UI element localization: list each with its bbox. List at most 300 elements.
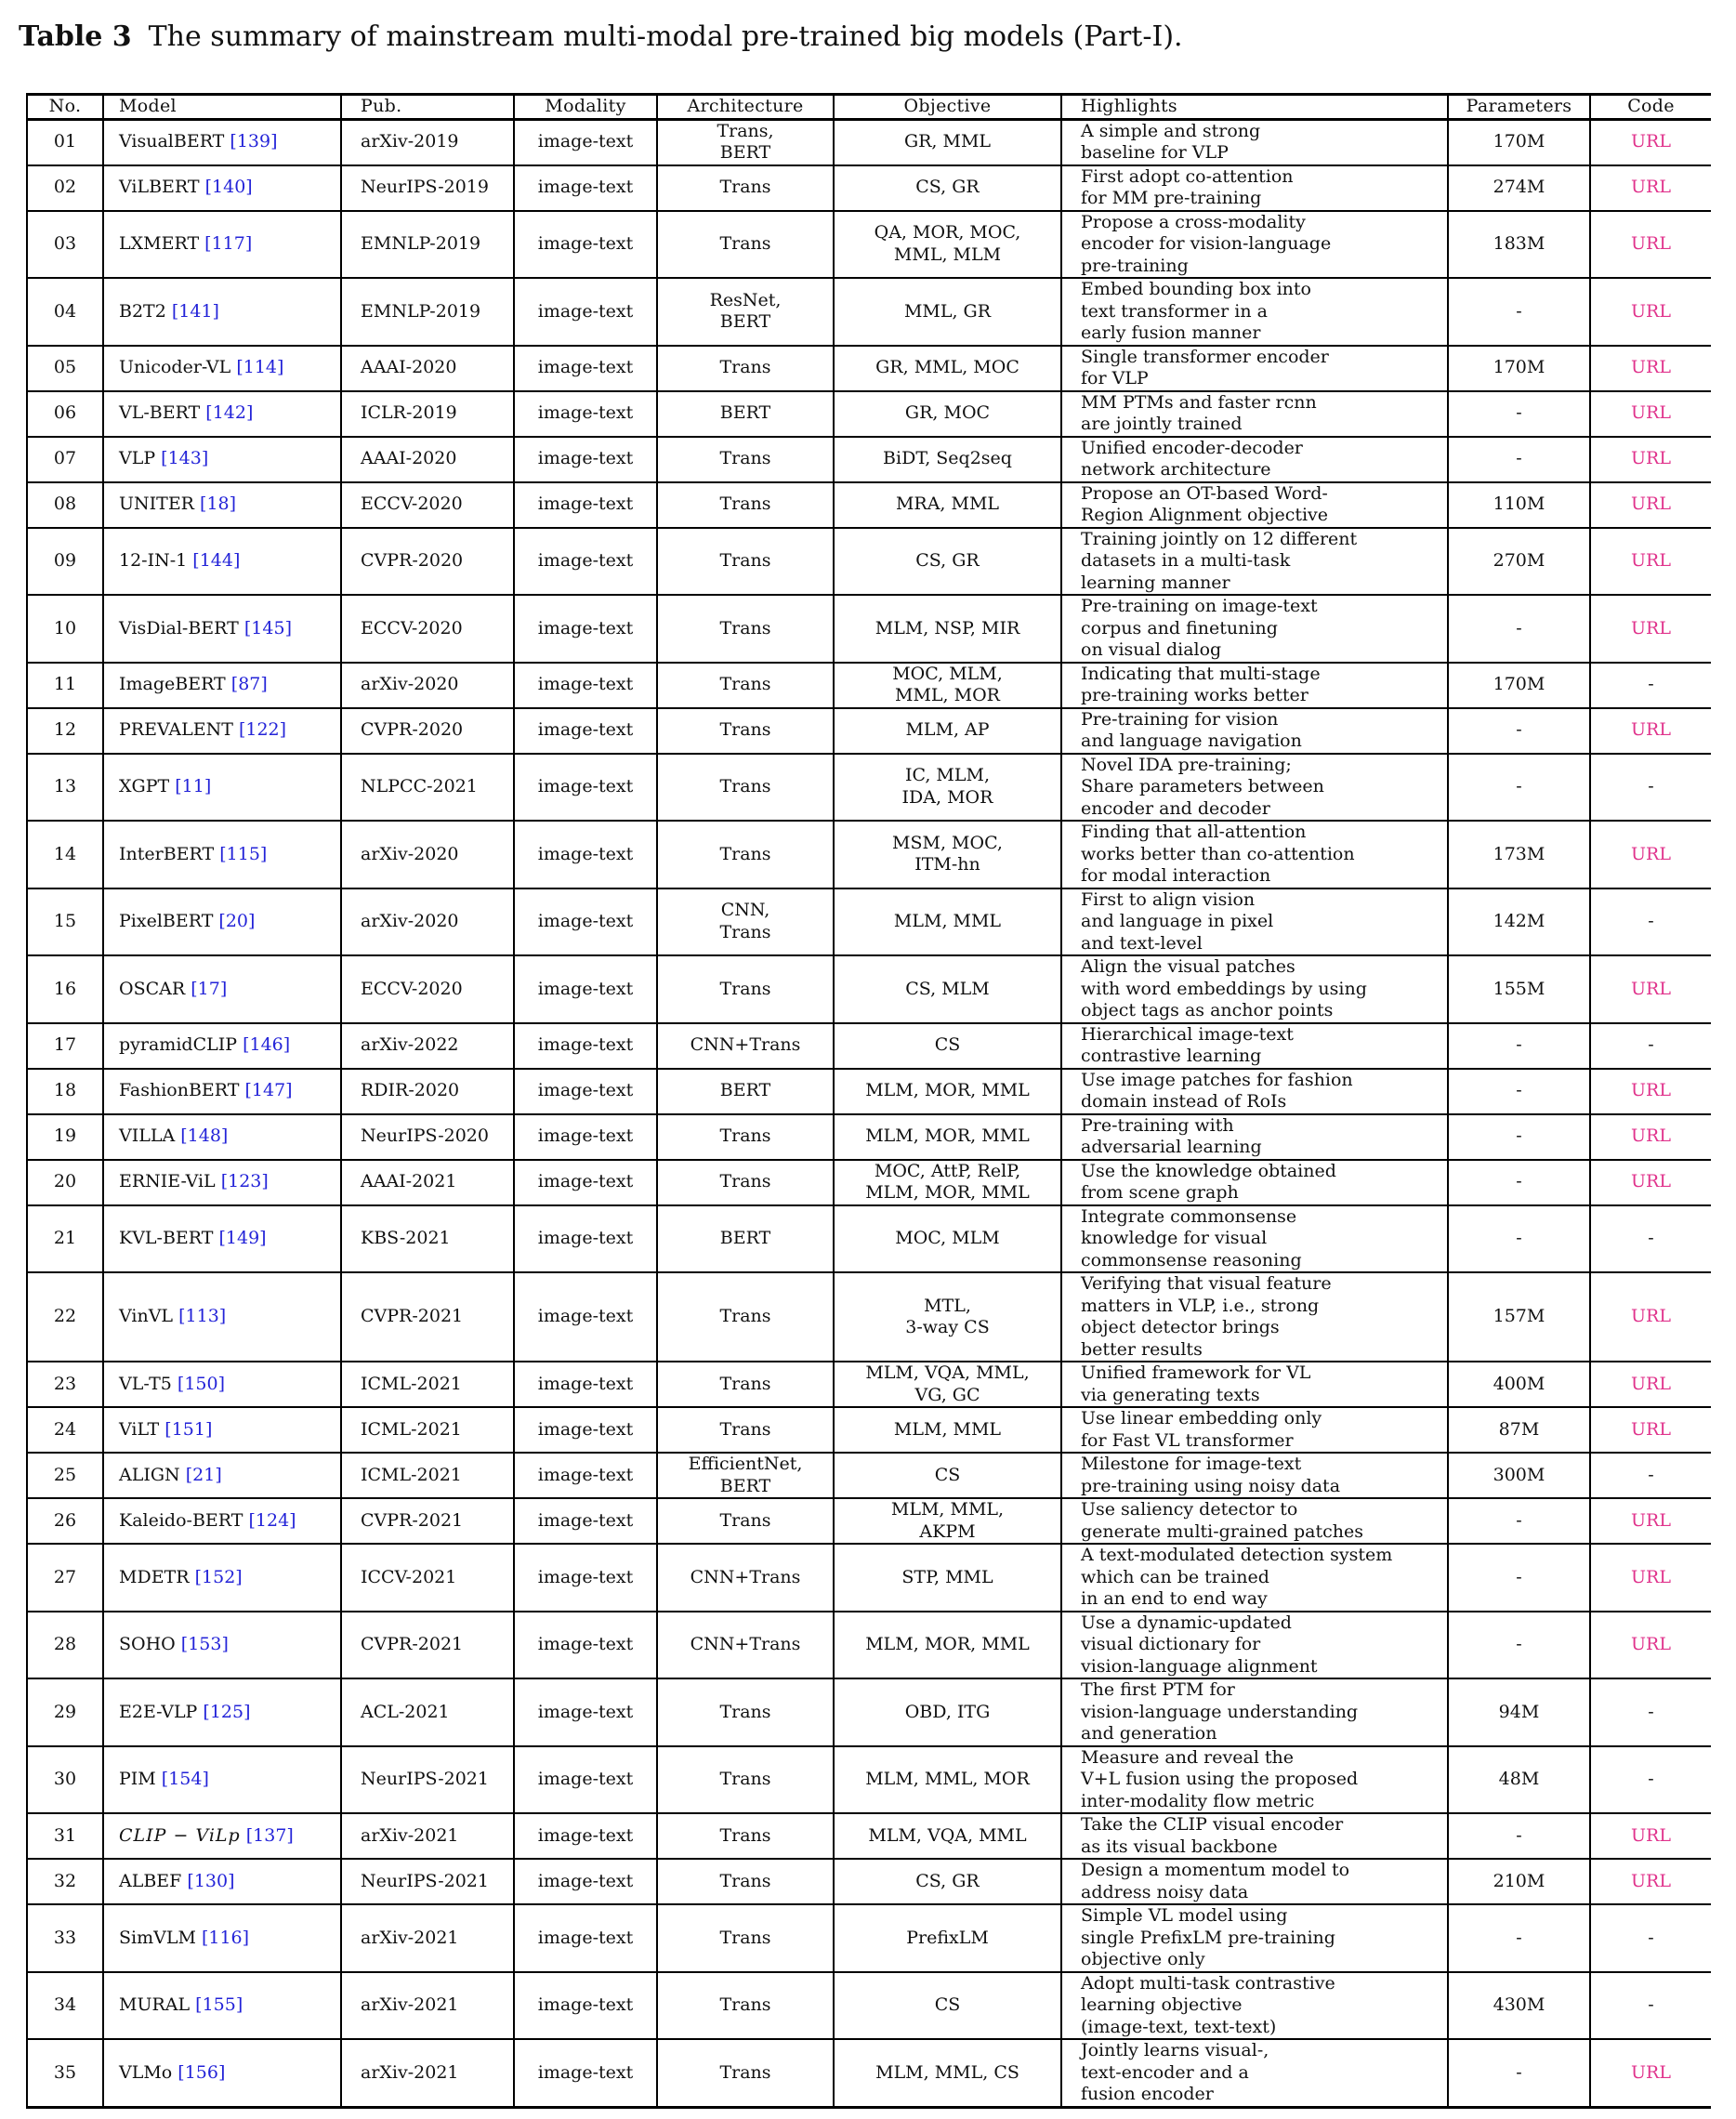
row-number-text: 25	[53, 1464, 77, 1485]
highlights-line: and language in pixel	[1081, 911, 1274, 931]
row-number-text: 03	[53, 233, 77, 254]
citation-number[interactable]: 130	[193, 1870, 229, 1891]
modality-text: image-text	[537, 1994, 634, 2015]
architecture	[657, 1813, 834, 1859]
code-url-link[interactable]: URL	[1631, 233, 1671, 254]
citation-link[interactable]: [130]	[187, 1870, 235, 1891]
table-row	[27, 1813, 1711, 1859]
citation-link[interactable]: [115]	[219, 843, 268, 864]
code	[1590, 663, 1711, 708]
citation-number[interactable]: 18	[206, 494, 230, 515]
table-row	[27, 1362, 1711, 1407]
citation-number[interactable]: 155	[202, 1994, 236, 2015]
highlights-line: Integrate commonsense	[1081, 1205, 1297, 1227]
citation-number[interactable]: 144	[199, 550, 233, 571]
row-number	[27, 165, 103, 211]
objective-line: CS, GR	[915, 177, 980, 198]
citation-number[interactable]: 122	[245, 719, 280, 741]
row-number-text: 21	[53, 1228, 77, 1248]
citation-number[interactable]: 115	[226, 843, 260, 864]
model-name	[103, 1612, 341, 1679]
citation-number[interactable]: 137	[253, 1824, 287, 1846]
citation-number[interactable]: 123	[228, 1171, 262, 1192]
modality-text: image-text	[537, 402, 634, 424]
citation-link[interactable]: [149]	[218, 1228, 267, 1248]
table-row	[27, 1205, 1711, 1273]
architecture-line: Trans	[719, 177, 771, 198]
architecture	[657, 1498, 834, 1544]
publication-text: ICML-2021	[361, 1464, 462, 1485]
citation-link[interactable]: [137]	[245, 1824, 294, 1846]
citation-link[interactable]: [151]	[164, 1418, 213, 1440]
highlights	[1061, 1904, 1448, 1972]
row-number	[27, 1023, 103, 1069]
code[interactable]	[1590, 955, 1711, 1023]
model-name-text: OSCAR	[119, 978, 186, 999]
highlights	[1061, 663, 1448, 708]
code[interactable]	[1590, 1813, 1711, 1859]
modality-text: image-text	[537, 2061, 634, 2083]
highlights-line: for VLP	[1081, 368, 1149, 388]
citation-number[interactable]: 151	[171, 1418, 205, 1440]
highlights	[1061, 1272, 1448, 1362]
citation-number[interactable]: 148	[187, 1125, 221, 1147]
objective-line: MLM, MML, MOR	[865, 1769, 1030, 1789]
parameters-text: 210M	[1493, 1870, 1545, 1891]
citation-link[interactable]: [143]	[161, 448, 209, 469]
objective-line: CS, GR	[915, 1870, 980, 1891]
code[interactable]	[1590, 1362, 1711, 1407]
objective	[834, 1498, 1061, 1544]
parameters	[1448, 708, 1590, 754]
architecture	[657, 437, 834, 482]
model-name-text: VILLA	[119, 1125, 176, 1147]
code[interactable]	[1590, 346, 1711, 391]
code[interactable]	[1590, 708, 1711, 754]
modality-text: image-text	[537, 1464, 634, 1485]
objective-line: GR, MML	[903, 131, 992, 152]
objective-line: OBD, ITG	[904, 1701, 991, 1722]
citation-link[interactable]: [156]	[178, 2061, 226, 2083]
highlights-line: Use the knowledge obtained	[1081, 1160, 1336, 1181]
highlights-line: V+L fusion using the proposed	[1081, 1769, 1359, 1789]
row-number-text: 32	[53, 1870, 77, 1891]
citation-link[interactable]: [117]	[204, 233, 253, 254]
citation-number[interactable]: 125	[209, 1701, 244, 1722]
code-url-link[interactable]: URL	[1631, 719, 1671, 741]
model-name-text: SOHO	[119, 1634, 176, 1654]
code	[1590, 1904, 1711, 1972]
publication-text: EMNLP-2019	[361, 233, 481, 254]
citation-number[interactable]: 141	[178, 300, 213, 322]
architecture	[657, 1160, 834, 1205]
publication	[341, 821, 514, 888]
parameters	[1448, 1407, 1590, 1453]
objective	[834, 754, 1061, 822]
citation-link[interactable]: [17]	[191, 978, 228, 999]
modality-text: image-text	[537, 1870, 634, 1891]
citation-link[interactable]: [147]	[244, 1080, 293, 1101]
publication	[341, 1114, 514, 1160]
citation-link[interactable]: [154]	[161, 1769, 209, 1789]
publication-text: ICCV-2021	[361, 1566, 457, 1587]
modality-text: image-text	[537, 233, 634, 254]
highlights-line: pre-training works better	[1081, 685, 1309, 705]
parameters-text: 173M	[1493, 843, 1545, 864]
code[interactable]	[1590, 1859, 1711, 1904]
highlights-line: First to align vision	[1081, 888, 1256, 910]
citation-link[interactable]: [148]	[180, 1125, 229, 1147]
citation-link[interactable]: [144]	[192, 550, 241, 571]
citation-link[interactable]: [122]	[238, 719, 287, 741]
model-name-text: SimVLM	[119, 1927, 196, 1948]
parameters	[1448, 391, 1590, 437]
publication-text: ACL-2021	[361, 1701, 450, 1722]
highlights	[1061, 1205, 1448, 1273]
citation-number[interactable]: 87	[238, 674, 261, 695]
code-url-link[interactable]: URL	[1631, 550, 1671, 571]
citation-number[interactable]: 139	[236, 131, 271, 152]
highlights-line: learning manner	[1081, 572, 1230, 593]
model-name-text: CLIP − ViLp	[119, 1824, 241, 1846]
row-number	[27, 955, 103, 1023]
highlights	[1061, 821, 1448, 888]
objective-line: MLM, MML	[893, 911, 1002, 931]
highlights-line: address noisy data	[1081, 1881, 1249, 1902]
citation-link[interactable]: [139]	[230, 131, 278, 152]
row-number-text: 11	[53, 674, 77, 695]
citation-link[interactable]: [113]	[178, 1306, 227, 1327]
citation-link[interactable]: [145]	[243, 617, 292, 638]
code-url-link[interactable]: URL	[1631, 494, 1671, 515]
highlights-line: Unified framework for VL	[1081, 1362, 1311, 1383]
code-url-link[interactable]: URL	[1631, 1418, 1671, 1440]
citation-number[interactable]: 147	[251, 1080, 286, 1101]
citation-link[interactable]: [114]	[236, 357, 284, 378]
model-name	[103, 1114, 341, 1160]
publication	[341, 955, 514, 1023]
citation-number[interactable]: 152	[202, 1566, 236, 1587]
table-row	[27, 1859, 1711, 1904]
citation-number[interactable]: 113	[185, 1306, 219, 1327]
highlights	[1061, 955, 1448, 1023]
architecture	[657, 1407, 834, 1453]
publication	[341, 1746, 514, 1814]
architecture	[657, 1069, 834, 1114]
citation-link[interactable]: [18]	[200, 494, 237, 515]
code	[1590, 1453, 1711, 1498]
highlights	[1061, 2039, 1448, 2107]
citation-number[interactable]: 117	[211, 233, 245, 254]
modality	[514, 1272, 657, 1362]
code[interactable]	[1590, 119, 1711, 165]
publication	[341, 1160, 514, 1205]
highlights-line: The first PTM for	[1081, 1679, 1235, 1700]
code-url-link[interactable]: URL	[1631, 177, 1671, 198]
code-none: -	[1648, 1994, 1654, 2015]
citation-link[interactable]: [142]	[205, 402, 254, 424]
table-row	[27, 595, 1711, 663]
code-url-link[interactable]: URL	[1631, 1373, 1671, 1394]
objective-line: MML, MLM	[893, 243, 1002, 265]
code-url-link[interactable]: URL	[1631, 1509, 1671, 1531]
code[interactable]	[1590, 165, 1711, 211]
citation-number[interactable]: 20	[225, 911, 249, 931]
citation-link[interactable]: [125]	[203, 1701, 251, 1722]
modality	[514, 821, 657, 888]
citation-number[interactable]: 142	[212, 402, 246, 424]
code-url-link[interactable]: URL	[1631, 1634, 1671, 1654]
publication	[341, 595, 514, 663]
row-number	[27, 1407, 103, 1453]
citation-number[interactable]: 149	[225, 1228, 260, 1248]
code[interactable]	[1590, 1544, 1711, 1612]
citation-link[interactable]: [146]	[243, 1034, 291, 1056]
highlights-line: works better than co-attention	[1081, 843, 1355, 864]
architecture-line: EfficientNet,	[688, 1454, 803, 1474]
citation-number[interactable]: 145	[251, 617, 285, 638]
code[interactable]	[1590, 2039, 1711, 2107]
publication-text: arXiv-2021	[361, 1927, 459, 1948]
code[interactable]	[1590, 528, 1711, 596]
code[interactable]	[1590, 1498, 1711, 1544]
model-name-text: ERNIE-ViL	[119, 1171, 216, 1192]
citation-number[interactable]: 17	[197, 978, 220, 999]
code[interactable]	[1590, 821, 1711, 888]
citation-number[interactable]: 124	[255, 1509, 290, 1531]
architecture-line: Trans	[719, 1418, 771, 1440]
row-number-text: 28	[53, 1634, 77, 1654]
highlights-line: Use linear embedding only	[1081, 1408, 1322, 1428]
parameters	[1448, 1498, 1590, 1544]
publication-text: CVPR-2021	[361, 1509, 464, 1531]
publication	[341, 1813, 514, 1859]
highlights	[1061, 754, 1448, 822]
objective-line: MLM, MOR, MML	[865, 1182, 1030, 1203]
citation-link[interactable]: [21]	[185, 1464, 222, 1485]
highlights	[1061, 1069, 1448, 1114]
highlights-line: (image-text, text-text)	[1081, 2016, 1277, 2037]
code[interactable]	[1590, 595, 1711, 663]
citation-link[interactable]: [140]	[204, 177, 253, 198]
architecture	[657, 119, 834, 165]
publication-text: arXiv-2019	[361, 131, 459, 152]
citation-number[interactable]: 143	[167, 448, 202, 469]
code[interactable]	[1590, 211, 1711, 279]
modality-text: image-text	[537, 911, 634, 931]
modality	[514, 595, 657, 663]
parameters	[1448, 663, 1590, 708]
architecture-line: CNN,	[720, 900, 770, 921]
code-url-link[interactable]: URL	[1631, 300, 1671, 322]
code[interactable]	[1590, 1069, 1711, 1114]
objective	[834, 278, 1061, 346]
row-number-text: 22	[53, 1306, 77, 1327]
objective-line: MLM, AP	[905, 719, 990, 741]
model-name-text: pyramidCLIP	[119, 1034, 238, 1056]
parameters-text: 170M	[1493, 357, 1545, 378]
row-number-text: 02	[53, 177, 77, 198]
code-url-link[interactable]: URL	[1631, 1080, 1671, 1101]
code-url-link[interactable]: URL	[1631, 131, 1671, 152]
publication	[341, 437, 514, 482]
code-url-link[interactable]: URL	[1631, 1824, 1671, 1846]
code	[1590, 1023, 1711, 1069]
table-row	[27, 888, 1711, 956]
highlights-line: with word embeddings by using	[1081, 978, 1367, 999]
parameters	[1448, 1859, 1590, 1904]
row-number-text: 34	[53, 1994, 77, 2015]
citation-number[interactable]: 11	[181, 776, 204, 796]
citation-link[interactable]: [116]	[201, 1927, 250, 1948]
parameters-text: -	[1516, 402, 1522, 424]
model-name-text: ViLBERT	[119, 177, 200, 198]
highlights-line: Propose a cross-modality	[1081, 211, 1306, 232]
table-row	[27, 346, 1711, 391]
parameters-text: -	[1516, 1125, 1522, 1147]
parameters	[1448, 1362, 1590, 1407]
highlights	[1061, 482, 1448, 528]
citation-number[interactable]: 146	[249, 1034, 283, 1056]
architecture	[657, 391, 834, 437]
code-url-link[interactable]: URL	[1631, 448, 1671, 469]
highlights-line: visual dictionary for	[1081, 1634, 1261, 1654]
highlights-line: for Fast VL transformer	[1081, 1429, 1294, 1451]
highlights-line: text transformer in a	[1081, 300, 1268, 322]
code-none: -	[1648, 1464, 1654, 1485]
citation-number[interactable]: 21	[192, 1464, 216, 1485]
highlights-line: for MM pre-training	[1081, 188, 1262, 208]
table-row	[27, 437, 1711, 482]
model-name	[103, 1023, 341, 1069]
code[interactable]	[1590, 391, 1711, 437]
highlights-line: vision-language alignment	[1081, 1655, 1318, 1677]
citation-link[interactable]: [150]	[177, 1373, 225, 1394]
citation-number[interactable]: 114	[243, 357, 278, 378]
code[interactable]	[1590, 482, 1711, 528]
model-name-text: KVL-BERT	[119, 1228, 214, 1248]
code-none: -	[1648, 1769, 1654, 1789]
code-url-link[interactable]: URL	[1631, 357, 1671, 378]
code[interactable]	[1590, 1160, 1711, 1205]
row-number-text: 18	[53, 1080, 77, 1101]
objective	[834, 708, 1061, 754]
code-url-link[interactable]: URL	[1631, 843, 1671, 864]
highlights-line: inter-modality flow metric	[1081, 1790, 1315, 1811]
objective	[834, 1678, 1061, 1746]
citation-link[interactable]: [11]	[175, 776, 212, 796]
code[interactable]	[1590, 437, 1711, 482]
publication	[341, 1498, 514, 1544]
code-url-link[interactable]: URL	[1631, 978, 1671, 999]
publication-text: ICML-2021	[361, 1373, 462, 1394]
row-number	[27, 1859, 103, 1904]
code[interactable]	[1590, 1407, 1711, 1453]
code-url-link[interactable]: URL	[1631, 2061, 1671, 2083]
citation-number[interactable]: 116	[208, 1927, 243, 1948]
modality	[514, 1746, 657, 1814]
objective	[834, 595, 1061, 663]
parameters	[1448, 888, 1590, 956]
citation-number[interactable]: 140	[212, 177, 246, 198]
objective	[834, 346, 1061, 391]
row-number-text: 27	[53, 1566, 77, 1587]
model-name	[103, 482, 341, 528]
modality-text: image-text	[537, 1171, 634, 1192]
highlights	[1061, 1813, 1448, 1859]
citation-link[interactable]: [124]	[248, 1509, 296, 1531]
publication-text: RDIR-2020	[361, 1080, 460, 1101]
code-url-link[interactable]: URL	[1631, 1171, 1671, 1192]
highlights-line: encoder for vision-language	[1081, 233, 1332, 254]
row-number-text: 17	[53, 1034, 77, 1056]
code-url-link[interactable]: URL	[1631, 1306, 1671, 1327]
publication	[341, 1407, 514, 1453]
row-number-text: 04	[53, 300, 77, 322]
code-none: -	[1648, 1034, 1654, 1056]
code-url-link[interactable]: URL	[1631, 1870, 1671, 1891]
parameters-text: -	[1516, 617, 1522, 638]
code[interactable]	[1590, 1612, 1711, 1679]
highlights-line: A text-modulated detection system	[1081, 1545, 1393, 1565]
citation-number[interactable]: 154	[168, 1769, 203, 1789]
publication-text: arXiv-2020	[361, 911, 459, 931]
citation-link[interactable]: [20]	[218, 911, 256, 931]
citation-link[interactable]: [141]	[171, 300, 219, 322]
publication-text: arXiv-2020	[361, 674, 459, 695]
architecture	[657, 1612, 834, 1679]
code-url-link[interactable]: URL	[1631, 1125, 1671, 1147]
model-name	[103, 708, 341, 754]
publication-text: ECCV-2020	[361, 494, 463, 515]
highlights-line: datasets in a multi-task	[1081, 550, 1291, 571]
highlights-line: and generation	[1081, 1723, 1217, 1744]
citation-number[interactable]: 153	[188, 1634, 222, 1654]
publication-text: CVPR-2021	[361, 1306, 464, 1327]
parameters	[1448, 1205, 1590, 1273]
code-url-link[interactable]: URL	[1631, 617, 1671, 638]
modality	[514, 1498, 657, 1544]
citation-link[interactable]: [87]	[230, 674, 268, 695]
code[interactable]	[1590, 1272, 1711, 1362]
code[interactable]	[1590, 278, 1711, 346]
publication-text: NeurIPS-2021	[361, 1870, 489, 1891]
highlights-line: adversarial learning	[1081, 1137, 1262, 1157]
citation-number[interactable]: 156	[184, 2061, 218, 2083]
citation-link[interactable]: [123]	[220, 1171, 269, 1192]
table-row	[27, 1407, 1711, 1453]
parameters-text: -	[1516, 2061, 1522, 2083]
parameters	[1448, 1746, 1590, 1814]
code-url-link[interactable]: URL	[1631, 402, 1671, 424]
parameters	[1448, 754, 1590, 822]
highlights-line: pre-training	[1081, 255, 1189, 276]
citation-link[interactable]: [155]	[195, 1994, 243, 2015]
architecture	[657, 821, 834, 888]
highlights-line: Region Alignment objective	[1081, 505, 1329, 525]
highlights-line: Share parameters between	[1081, 776, 1324, 796]
citation-number[interactable]: 150	[184, 1373, 218, 1394]
code[interactable]	[1590, 1114, 1711, 1160]
modality-text: image-text	[537, 1701, 634, 1722]
highlights-line: from scene graph	[1081, 1182, 1239, 1203]
row-number	[27, 1453, 103, 1498]
code-url-link[interactable]: URL	[1631, 1566, 1671, 1587]
citation-link[interactable]: [152]	[194, 1566, 243, 1587]
citation-link[interactable]: [153]	[180, 1634, 229, 1654]
publication-text: EMNLP-2019	[361, 300, 481, 322]
objective	[834, 1813, 1061, 1859]
